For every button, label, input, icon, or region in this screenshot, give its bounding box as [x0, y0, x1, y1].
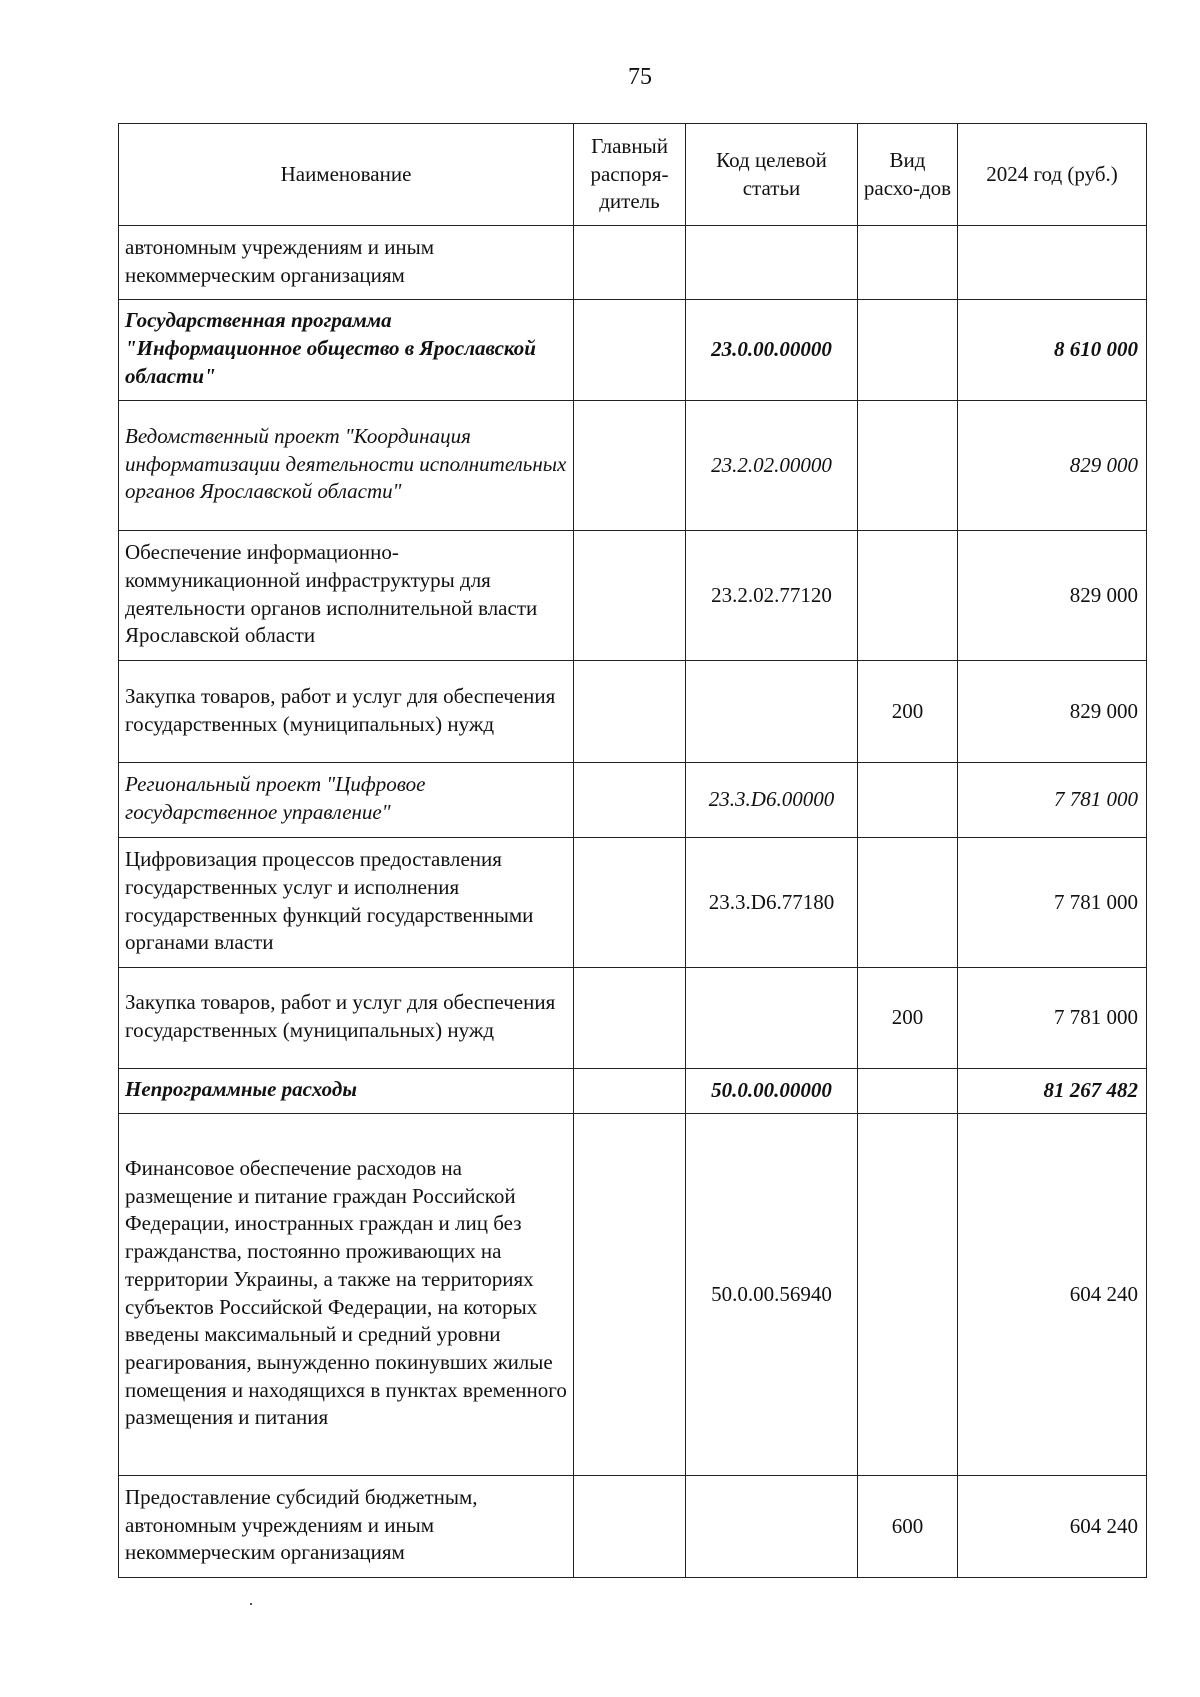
header-name: Наименование: [119, 124, 574, 226]
row-name: Государственная программа "Информационное общество в Ярославской области": [119, 300, 574, 401]
table-row: [119, 226, 1147, 300]
header-row: [119, 124, 1147, 226]
row-type: [858, 226, 958, 300]
row-amount: 7 781 000: [958, 763, 1147, 838]
row-code: 23.3.D6.00000: [686, 763, 858, 838]
row-amount: 7 781 000: [958, 968, 1147, 1069]
row-name: Закупка товаров, работ и услуг для обеспечения государственных (муниципальных) нужд: [119, 968, 574, 1069]
table-row: [119, 968, 1147, 1069]
row-admin: [574, 300, 686, 401]
row-name: Обеспечение информационно-коммуникационной инфраструктуры для деятельности органов исполнительной власти Ярославской области: [119, 531, 574, 661]
row-type: [858, 763, 958, 838]
row-type: [858, 300, 958, 401]
row-admin: [574, 763, 686, 838]
row-amount: 829 000: [958, 661, 1147, 763]
header-type: Вид расхо-дов: [858, 124, 958, 226]
row-name: Финансовое обеспечение расходов на размещение и питание граждан Российской Федерации, иностранных граждан и лиц без гражданства, постоянно проживающих на территории Украины, а также на территориях субъектов Российской Федерации, на которых введены максимальный и средний уровни реагирования, вынужденно покинувших жилые помещения и находящихся в пунктах временного размещения и питания: [119, 1114, 574, 1476]
row-admin: [574, 968, 686, 1069]
row-admin: [574, 1114, 686, 1476]
table-row: [119, 1476, 1147, 1578]
row-code: 50.0.00.00000: [686, 1069, 858, 1114]
row-admin: [574, 531, 686, 661]
row-type: [858, 401, 958, 531]
row-code: 23.2.02.00000: [686, 401, 858, 531]
row-admin: [574, 661, 686, 763]
row-type: [858, 1069, 958, 1114]
row-code: [686, 1476, 858, 1578]
row-admin: [574, 226, 686, 300]
row-name: автономным учреждениям и иным некоммерческим организациям: [119, 226, 574, 300]
row-code: [686, 968, 858, 1069]
row-name: Региональный проект "Цифровое государственное управление": [119, 763, 574, 838]
row-admin: [574, 1069, 686, 1114]
row-name: Цифровизация процессов предоставления государственных услуг и исполнения государственных функций государственными органами власти: [119, 838, 574, 968]
row-type: 200: [858, 968, 958, 1069]
row-amount: [958, 226, 1147, 300]
table-row: [119, 1069, 1147, 1114]
table-row: [119, 1114, 1147, 1476]
table-row: [119, 531, 1147, 661]
row-admin: [574, 838, 686, 968]
row-name: Предоставление субсидий бюджетным, автономным учреждениям и иным некоммерческим организациям: [119, 1476, 574, 1578]
table-row: [119, 300, 1147, 401]
row-admin: [574, 401, 686, 531]
row-code: [686, 661, 858, 763]
scan-speck: [250, 1603, 252, 1605]
header-code: Код целевой статьи: [686, 124, 858, 226]
row-amount: 7 781 000: [958, 838, 1147, 968]
row-type: 600: [858, 1476, 958, 1578]
table-row: [119, 401, 1147, 531]
header-admin: Главный распоря-дитель: [574, 124, 686, 226]
table-row: [119, 661, 1147, 763]
row-amount: 604 240: [958, 1476, 1147, 1578]
table-row: [119, 763, 1147, 838]
row-amount: 8 610 000: [958, 300, 1147, 401]
row-type: [858, 1114, 958, 1476]
table-row: [119, 838, 1147, 968]
row-code: 23.0.00.00000: [686, 300, 858, 401]
header-amount: 2024 год (руб.): [958, 124, 1147, 226]
row-name: Ведомственный проект "Координация информатизации деятельности исполнительных органов Ярославской области": [119, 401, 574, 531]
row-type: 200: [858, 661, 958, 763]
row-amount: 829 000: [958, 401, 1147, 531]
row-name: Закупка товаров, работ и услуг для обеспечения государственных (муниципальных) нужд: [119, 661, 574, 763]
row-amount: 829 000: [958, 531, 1147, 661]
row-name: Непрограммные расходы: [119, 1069, 574, 1114]
page-number: 75: [628, 64, 652, 90]
budget-table: [118, 123, 1147, 1578]
row-amount: 81 267 482: [958, 1069, 1147, 1114]
row-amount: 604 240: [958, 1114, 1147, 1476]
row-type: [858, 838, 958, 968]
row-code: 23.3.D6.77180: [686, 838, 858, 968]
row-code: 50.0.00.56940: [686, 1114, 858, 1476]
row-type: [858, 531, 958, 661]
row-code: 23.2.02.77120: [686, 531, 858, 661]
row-admin: [574, 1476, 686, 1578]
row-code: [686, 226, 858, 300]
